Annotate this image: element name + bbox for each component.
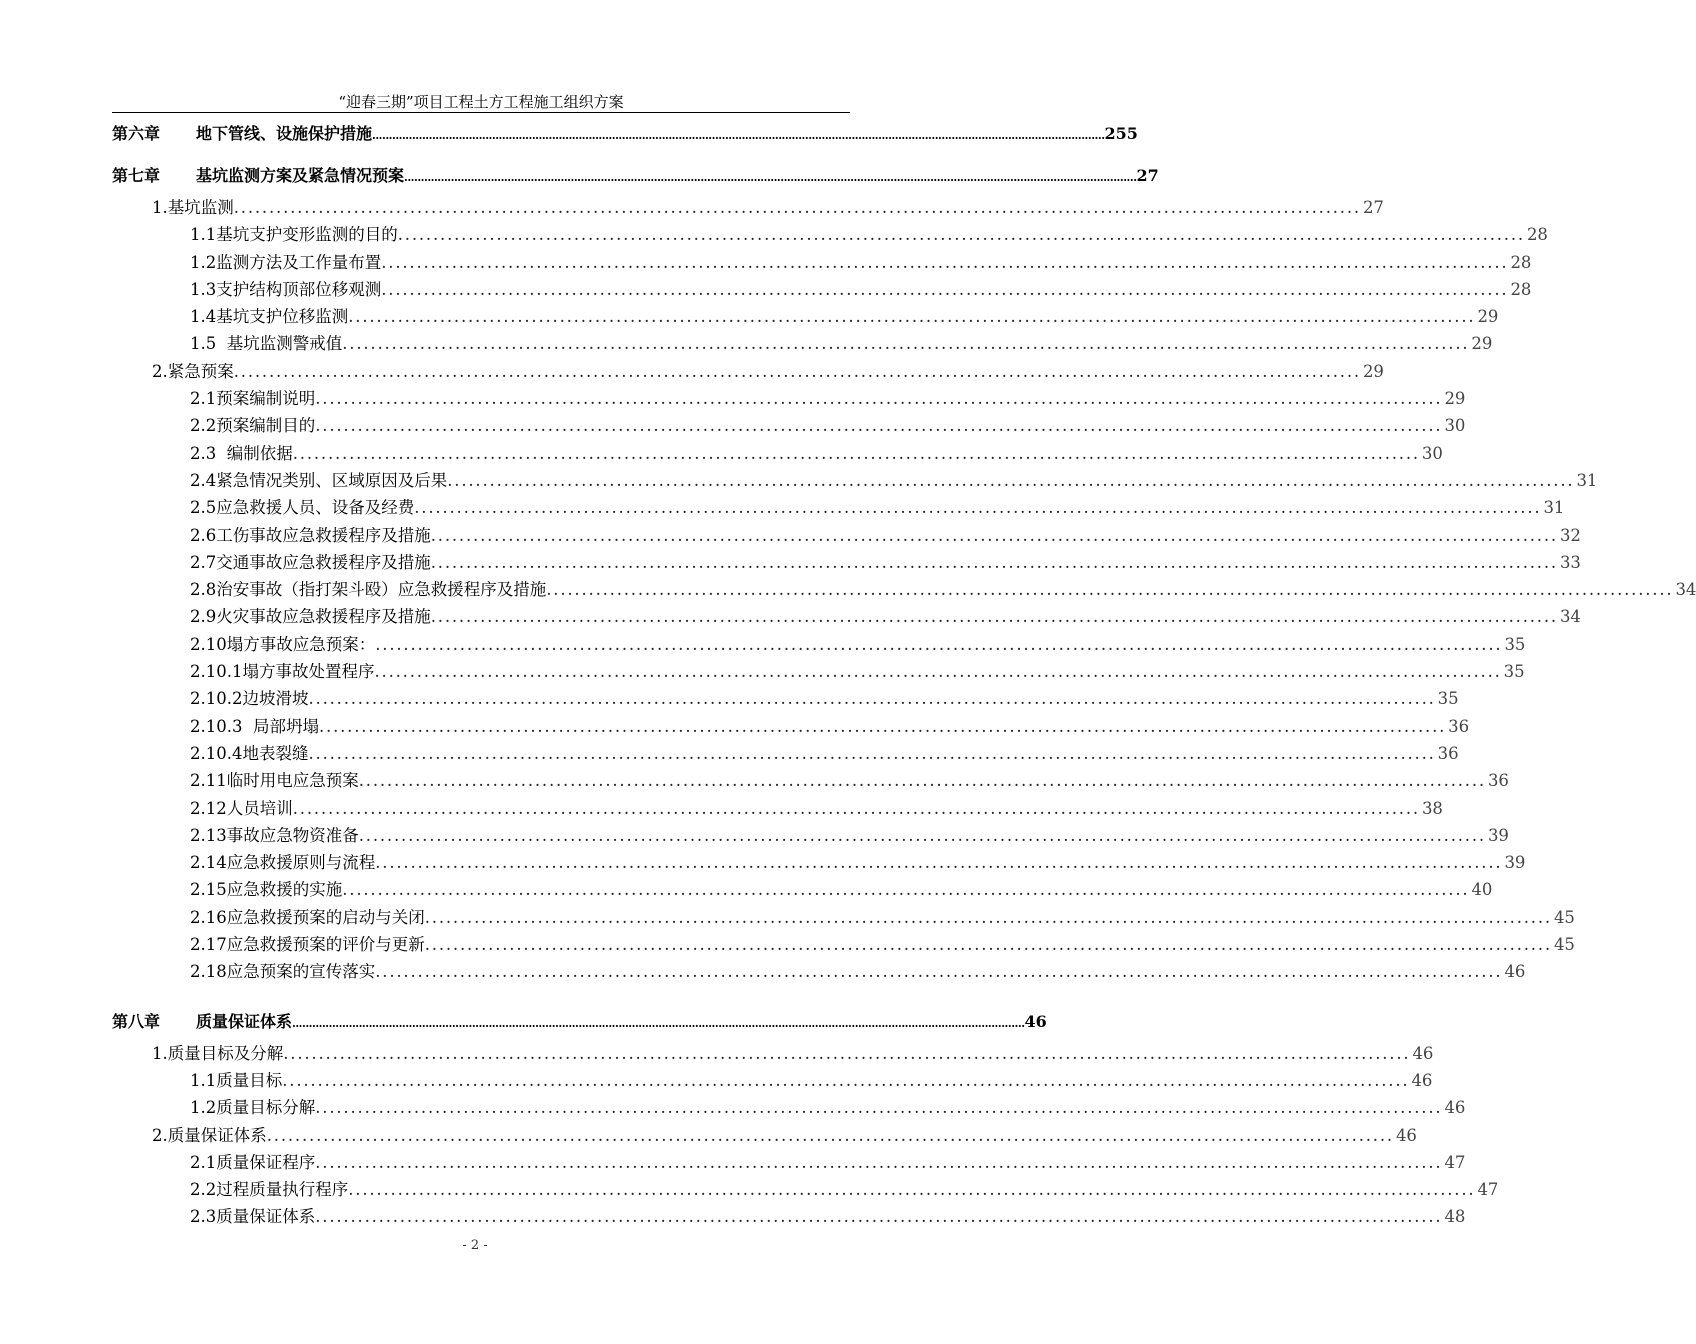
toc-leader-dots: ................................................................................................................................................................	[546, 580, 1674, 600]
toc-page-number: 40	[1471, 880, 1493, 900]
toc-leader-dots: ............................................................................................................................................................................................................................	[404, 171, 1137, 184]
toc-entry-title	[190, 412, 315, 439]
toc-entry-text: 1.3支护结构顶部位移观测	[190, 279, 382, 299]
toc-chapter[interactable]	[112, 1004, 1047, 1040]
toc-leader-dots: ................................................................................................................................................................	[374, 662, 1502, 682]
toc-page-number: 46	[1024, 1011, 1047, 1031]
toc-entry-title	[190, 385, 315, 412]
toc-entry-title	[190, 1203, 315, 1230]
toc-entry-text: 2.11临时用电应急预案	[190, 771, 359, 791]
toc-entry-text: 1.4基坑支护位移监测	[190, 307, 349, 327]
toc-leader-dots: ................................................................................................................................................................	[318, 716, 1447, 736]
toc-entry-title	[152, 194, 234, 221]
toc-leader-dots: ................................................................................................................................................................	[233, 361, 1361, 381]
toc-subsection[interactable]	[112, 740, 1459, 767]
toc-entry-text: 1.质量目标及分解	[152, 1043, 284, 1063]
toc-page-number: 29	[1471, 334, 1493, 354]
toc-entry-title	[190, 1094, 315, 1121]
toc-page-number: 48	[1444, 1207, 1466, 1227]
toc-leader-dots: ................................................................................................................................................................	[358, 771, 1486, 791]
toc-leader-dots: ................................................................................................................................................................	[414, 498, 1542, 518]
toc-entry-text: 1.5 基坑监测警戒值	[190, 334, 343, 354]
toc-leader-dots: ................................................................................................................................................................	[397, 225, 1525, 245]
toc-entry-title	[190, 849, 375, 876]
toc-page-number: 45	[1553, 935, 1575, 955]
toc-entry-text: 2.紧急预案	[152, 361, 234, 381]
toc-subsection[interactable]	[112, 467, 1598, 494]
toc-leader-dots: ................................................................................................................................................................	[282, 1070, 1410, 1090]
toc-subsection[interactable]	[112, 1203, 1466, 1230]
toc-page-number: 45	[1553, 907, 1575, 927]
toc-leader-dots: ............................................................................................................................................................................................................................	[372, 129, 1105, 142]
toc-entry-title	[190, 249, 381, 276]
toc-leader-dots: ................................................................................................................................................................	[424, 935, 1552, 955]
toc-entry-title	[152, 1040, 283, 1067]
toc-page-number: 38	[1421, 798, 1443, 818]
toc-entry-text: 1.1基坑支护变形监测的目的	[190, 225, 398, 245]
toc-entry-text: 2.5应急救援人员、设备及经费	[190, 498, 415, 518]
toc-leader-dots: ................................................................................................................................................................	[233, 198, 1361, 217]
toc-subsection[interactable]	[112, 303, 1499, 330]
toc-chapter[interactable]	[112, 158, 1159, 194]
page-number: - 2 -	[462, 1238, 488, 1253]
toc-leader-dots: ................................................................................................................................................................	[315, 1098, 1443, 1118]
toc-subsection[interactable]	[112, 658, 1525, 685]
toc-entry-title	[190, 958, 375, 985]
toc-page-number: 32	[1559, 525, 1581, 545]
toc-entry-title	[152, 1122, 267, 1149]
toc-entry-title	[190, 221, 398, 248]
toc-entry-title	[190, 876, 342, 903]
toc-page-number: 46	[1411, 1070, 1433, 1090]
toc-leader-dots: ................................................................................................................................................................	[430, 552, 1558, 572]
toc-entry-title	[190, 1149, 315, 1176]
toc-page-number: 36	[1448, 716, 1470, 736]
toc-page-number: 35	[1504, 634, 1526, 654]
toc-chapter-number: 第七章	[112, 166, 161, 185]
toc-subsection[interactable]	[112, 249, 1532, 276]
toc-entry-text: 基坑监测方案及紧急情况预案	[196, 166, 405, 185]
toc-entry-title	[190, 713, 319, 740]
toc-entry-title	[112, 158, 404, 194]
toc-subsection[interactable]	[112, 876, 1493, 903]
toc-entry-text: 地下管线、设施保护措施	[196, 124, 373, 143]
toc-entry-title	[190, 440, 293, 467]
toc-page-number: 46	[1444, 1098, 1466, 1118]
toc-subsection[interactable]	[112, 795, 1443, 822]
toc-entry-text: 2.17应急救援预案的评价与更新	[190, 935, 425, 955]
toc-leader-dots: ................................................................................................................................................................	[315, 416, 1443, 436]
toc-section[interactable]	[112, 1040, 1434, 1067]
toc-entry-text: 2.3 编制依据	[190, 443, 293, 463]
toc-leader-dots: ................................................................................................................................................................	[348, 1180, 1476, 1200]
toc-leader-dots: ................................................................................................................................................................	[266, 1125, 1394, 1145]
toc-entry-text: 1.2质量目标分解	[190, 1098, 316, 1118]
toc-subsection[interactable]	[112, 276, 1532, 303]
toc-page-number: 47	[1444, 1152, 1466, 1172]
toc-page-number: 39	[1487, 825, 1509, 845]
toc-subsection[interactable]	[112, 713, 1470, 740]
toc-entry-title	[112, 1004, 292, 1040]
toc-subsection[interactable]	[112, 603, 1581, 630]
toc-entry-title	[190, 522, 431, 549]
toc-page-number: 29	[1362, 361, 1384, 381]
toc-entry-text: 2.1预案编制说明	[190, 389, 316, 409]
toc-entry-title	[190, 549, 431, 576]
toc-entry-title	[112, 120, 372, 148]
toc-entry-text: 2.9火灾事故应急救援程序及措施	[190, 607, 431, 627]
toc-entry-text: 1.基坑监测	[152, 198, 234, 217]
toc-subsection[interactable]	[112, 1149, 1466, 1176]
toc-page-number: 35	[1437, 689, 1459, 709]
toc-page-number: 29	[1444, 389, 1466, 409]
toc-entry-title	[190, 740, 308, 767]
toc-leader-dots: ................................................................................................................................................................	[424, 907, 1552, 927]
toc-page-number: 27	[1136, 166, 1159, 185]
toc-page-number: 28	[1510, 252, 1532, 272]
toc-entry-text: 2.质量保证体系	[152, 1125, 267, 1145]
toc-leader-dots: ................................................................................................................................................................	[348, 307, 1476, 327]
toc-entry-text: 2.10.2边坡滑坡	[190, 689, 309, 709]
toc-entry-title	[190, 576, 546, 603]
toc-section[interactable]	[112, 358, 1384, 385]
toc-page-number: 36	[1487, 771, 1509, 791]
toc-chapter[interactable]	[112, 120, 1138, 148]
running-header: “迎春三期”项目工程土方工程施工组织方案	[338, 93, 624, 111]
toc-entry-text: 2.7交通事故应急救援程序及措施	[190, 552, 431, 572]
toc-page-number: 27	[1362, 198, 1384, 217]
header-rule	[112, 112, 850, 113]
toc-entry-title	[190, 767, 359, 794]
toc-leader-dots: ................................................................................................................................................................	[381, 279, 1509, 299]
toc-subsection[interactable]	[112, 685, 1459, 712]
toc-page-number: 255	[1104, 124, 1138, 143]
toc-entry-text: 2.2过程质量执行程序	[190, 1180, 349, 1200]
toc-page-number: 47	[1477, 1180, 1499, 1200]
toc-subsection[interactable]	[112, 330, 1493, 357]
toc-subsection[interactable]	[112, 904, 1575, 931]
toc-leader-dots: ................................................................................................................................................................	[315, 389, 1443, 409]
toc-subsection[interactable]	[112, 522, 1581, 549]
toc-entry-title	[190, 303, 348, 330]
toc-entry-text: 2.15应急救援的实施	[190, 880, 343, 900]
toc-subsection[interactable]	[112, 494, 1565, 521]
toc-entry-title	[190, 1176, 348, 1203]
toc-subsection[interactable]	[112, 576, 1696, 603]
toc-leader-dots: ................................................................................................................................................................	[430, 607, 1558, 627]
toc-entry-text: 质量保证体系	[196, 1011, 293, 1031]
toc-leader-dots: ................................................................................................................................................................	[315, 1207, 1443, 1227]
toc-subsection[interactable]	[112, 767, 1509, 794]
toc-entry-title	[152, 358, 234, 385]
toc-entry-title	[190, 494, 414, 521]
toc-entry-text: 2.3质量保证体系	[190, 1207, 316, 1227]
toc-subsection[interactable]	[112, 549, 1581, 576]
toc-entry-title	[190, 467, 447, 494]
toc-subsection[interactable]	[112, 385, 1466, 412]
toc-leader-dots: ................................................................................................................................................................	[342, 334, 1470, 354]
toc-subsection[interactable]	[112, 221, 1548, 248]
toc-leader-dots: ................................................................................................................................................................	[430, 525, 1558, 545]
toc-entry-text: 2.1质量保证程序	[190, 1152, 316, 1172]
toc-entry-title	[190, 685, 308, 712]
toc-entry-text: 2.18应急预案的宣传落实	[190, 962, 376, 982]
toc-entry-text: 1.1质量目标	[190, 1070, 283, 1090]
toc-leader-dots: ................................................................................................................................................................	[358, 825, 1486, 845]
toc-page-number: 28	[1526, 225, 1548, 245]
toc-page-number: 34	[1559, 607, 1581, 627]
toc-subsection[interactable]	[112, 412, 1466, 439]
toc-entry-title	[190, 795, 293, 822]
toc-entry-title	[190, 631, 375, 658]
toc-page-number: 30	[1421, 443, 1443, 463]
toc-subsection[interactable]	[112, 440, 1443, 467]
toc-subsection[interactable]	[112, 1176, 1499, 1203]
toc-entry-text: 2.12人员培训	[190, 798, 293, 818]
toc-entry-text: 2.14应急救援原则与流程	[190, 853, 376, 873]
toc-page-number: 29	[1477, 307, 1499, 327]
toc-page-number: 30	[1444, 416, 1466, 436]
toc-page-number: 28	[1510, 279, 1532, 299]
toc-leader-dots: ................................................................................................................................................................	[292, 798, 1420, 818]
toc-entry-title	[190, 1067, 282, 1094]
toc-subsection[interactable]	[112, 631, 1526, 658]
toc-page-number: 31	[1543, 498, 1565, 518]
toc-section[interactable]	[112, 1122, 1417, 1149]
table-of-contents	[112, 120, 1696, 1231]
toc-subsection[interactable]	[112, 931, 1575, 958]
toc-subsection[interactable]	[112, 849, 1526, 876]
toc-entry-text: 2.2预案编制目的	[190, 416, 316, 436]
toc-leader-dots: ................................................................................................................................................................	[315, 1152, 1443, 1172]
toc-entry-text: 2.13事故应急物资准备	[190, 825, 359, 845]
toc-leader-dots: ................................................................................................................................................................	[308, 743, 1436, 763]
toc-subsection[interactable]	[112, 958, 1526, 985]
toc-entry-text: 2.10塌方事故应急预案：	[190, 634, 376, 654]
toc-leader-dots: ................................................................................................................................................................	[375, 853, 1503, 873]
toc-subsection[interactable]	[112, 1067, 1433, 1094]
toc-page-number: 46	[1504, 962, 1526, 982]
toc-entry-text: 2.8治安事故（指打架斗殴）应急救援程序及措施	[190, 580, 547, 600]
toc-leader-dots: ................................................................................................................................................................	[292, 443, 1420, 463]
toc-page-number: 35	[1503, 662, 1525, 682]
toc-page-number: 31	[1576, 470, 1598, 490]
toc-chapter-number: 第六章	[112, 124, 161, 143]
toc-page-number: 34	[1675, 580, 1696, 600]
toc-entry-text: 2.4紧急情况类别、区域原因及后果	[190, 470, 448, 490]
toc-entry-title	[190, 603, 431, 630]
toc-entry-title	[190, 904, 425, 931]
toc-entry-title	[190, 276, 381, 303]
toc-entry-text: 2.10.3 局部坍塌	[190, 716, 319, 736]
toc-entry-title	[190, 931, 425, 958]
toc-section[interactable]	[112, 194, 1384, 221]
toc-page-number: 36	[1437, 743, 1459, 763]
toc-leader-dots: ................................................................................................................................................................	[342, 880, 1470, 900]
toc-page-number: 39	[1504, 853, 1526, 873]
toc-leader-dots: ................................................................................................................................................................	[375, 634, 1503, 654]
toc-leader-dots: ................................................................................................................................................................	[283, 1043, 1411, 1063]
toc-entry-title	[190, 658, 374, 685]
toc-entry-text: 2.6工伤事故应急救援程序及措施	[190, 525, 431, 545]
toc-subsection[interactable]	[112, 822, 1509, 849]
toc-leader-dots: ................................................................................................................................................................	[308, 689, 1436, 709]
toc-page-number: 46	[1412, 1043, 1434, 1063]
toc-entry-text: 2.10.1塌方事故处置程序	[190, 662, 375, 682]
toc-leader-dots: ................................................................................................................................................................	[447, 470, 1575, 490]
toc-entry-title	[190, 822, 359, 849]
toc-entry-text: 2.16应急救援预案的启动与关闭	[190, 907, 425, 927]
toc-chapter-number: 第八章	[112, 1011, 161, 1031]
toc-leader-dots: ................................................................................................................................................................	[375, 962, 1503, 982]
toc-leader-dots: ............................................................................................................................................................................................................................	[292, 1016, 1025, 1030]
toc-leader-dots: ................................................................................................................................................................	[381, 252, 1509, 272]
toc-entry-text: 1.2监测方法及工作量布置	[190, 252, 382, 272]
toc-page-number: 46	[1395, 1125, 1417, 1145]
toc-entry-text: 2.10.4地表裂缝	[190, 743, 309, 763]
toc-entry-title	[190, 330, 342, 357]
toc-page-number: 33	[1559, 552, 1581, 572]
toc-subsection[interactable]	[112, 1094, 1466, 1121]
